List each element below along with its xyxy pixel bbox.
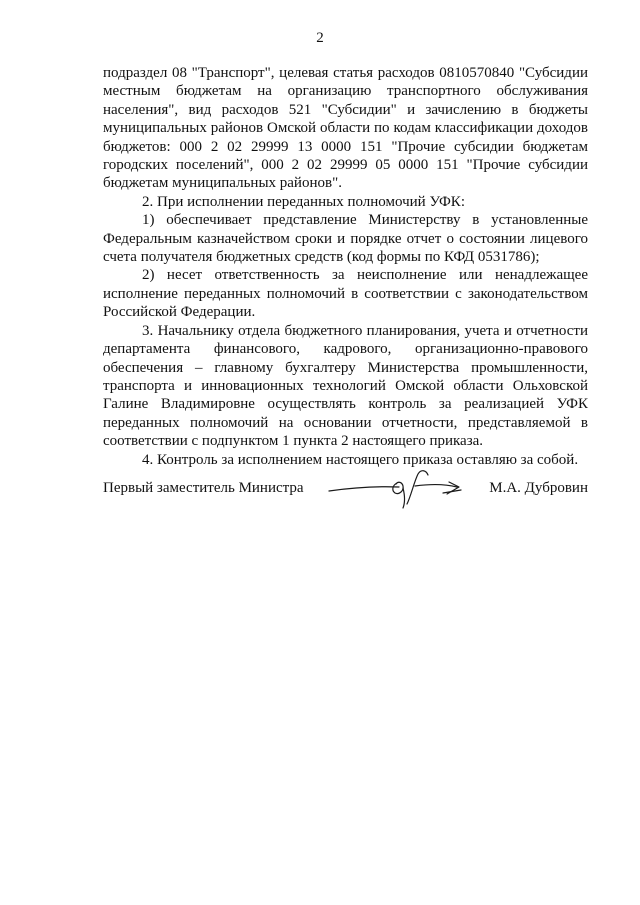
paragraph-item-2: 2. При исполнении переданных полномочий УФК: xyxy=(142,193,465,210)
signer-name: М.А. Дубровин xyxy=(489,480,588,496)
paragraph-budget-codes: подраздел 08 "Транспорт", целевая статья расходов 0810570840 "Субсидии местным бюджетам на организацию транспортного обслуживания населения", вид расходов 521 "Субсидии" и зачислению в бюджеты муниципальных районов Омской области по кодам классификации доходов бюджетов: 000 2 02 29999 13 0000 151 "Прочие субсидии бюджетам городских поселений", 000 2 02 29999 05 0000 151 "Прочие субсидии бюджетам муниципальных районов". xyxy=(103,65,588,192)
page-number: 2 xyxy=(316,30,324,46)
signature-block xyxy=(103,476,588,516)
paragraph-item-4: 4. Контроль за исполнением настоящего приказа оставляю за собой. xyxy=(142,451,579,468)
signer-title: Первый заместитель Министра xyxy=(103,480,304,496)
paragraph-subitem-1: 1) обеспечивает представление Министерству в установленные Федеральным казначейством сроки и порядке отчет о состоянии лицевого счета получателя бюджетных средств (код формы по КФД 0531786); xyxy=(103,212,588,266)
paragraph-item-3: 3. Начальнику отдела бюджетного планирования, учета и отчетности департамента финансового, кадрового, организационно-правового обеспечения – главному бухгалтеру Министерства промышленности, транспорта и инновационных технологий Омской области Ольховской Галине Владимировне осуществлять контроль за реализацией УФК переданных полномочий на основании отчетности, представляемой в соответствии с подпунктом 1 пункта 2 настоящего приказа. xyxy=(103,322,588,450)
document-body xyxy=(103,64,588,469)
handwritten-signature xyxy=(325,466,475,510)
paragraph-subitem-2: 2) несет ответственность за неисполнение или ненадлежащее исполнение переданных полномочий в соответствии с законодательством Российской Федерации. xyxy=(103,267,588,321)
